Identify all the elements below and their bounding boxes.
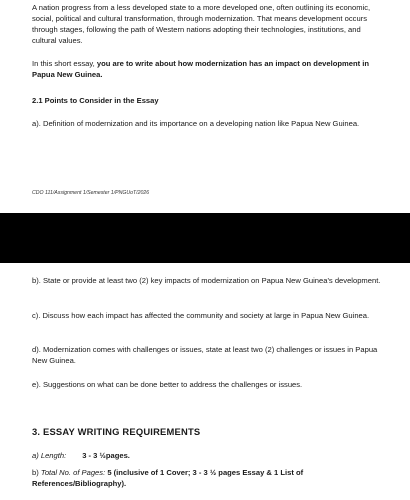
pages-label: Total No. of Pages: <box>40 468 106 477</box>
document-page-2 <box>0 263 410 500</box>
page-footer: CDO 111/Assignment 1/Semester 1/PNGUoT/2026 <box>32 190 150 196</box>
intro-paragraph: A nation progress from a less developed state to a more developed one, often outlining its economic, social, political and cultural transformation, through modernization. That means development occurs through stages, following the path of Western nations adopting their technologies, institutions, and cultural values. <box>32 3 371 45</box>
pages-value: 5 (inclusive of 1 Cover; 3 - 3 ½ pages Essay & 1 List of References/Bibliography). <box>32 468 304 488</box>
length-value: 3 - 3 ½pages. <box>82 451 130 460</box>
length-label: a) Length: <box>32 451 67 460</box>
pages-prefix: b) <box>32 468 41 477</box>
task-paragraph <box>32 58 382 80</box>
point-d: d). Modernization comes with challenges or issues, state at least two (2) challenges or issues in Papua New Guinea. <box>32 345 378 365</box>
section-heading: 2.1 Points to Consider in the Essay <box>32 96 159 105</box>
point-a: a). Definition of modernization and its importance on a developing nation like Papua New Guinea. <box>32 119 360 128</box>
point-e: e). Suggestions on what can be done better to address the challenges or issues. <box>32 380 303 389</box>
point-c: c). Discuss how each impact has affected the community and society at large in Papua New Guinea. <box>32 311 370 320</box>
task-bold-text: you are to write about how modernization has an impact on development in Papua New Guinea. <box>32 59 369 79</box>
task-prefix: In this short essay, <box>32 59 97 68</box>
pages-requirement <box>32 468 392 489</box>
requirements-heading: 3. ESSAY WRITING REQUIREMENTS <box>32 426 201 437</box>
page-separator <box>0 213 410 263</box>
document-page-1 <box>0 0 410 213</box>
length-requirement <box>32 451 392 462</box>
point-b: b). State or provide at least two (2) key impacts of modernization on Papua New Guinea's development. <box>32 276 381 285</box>
